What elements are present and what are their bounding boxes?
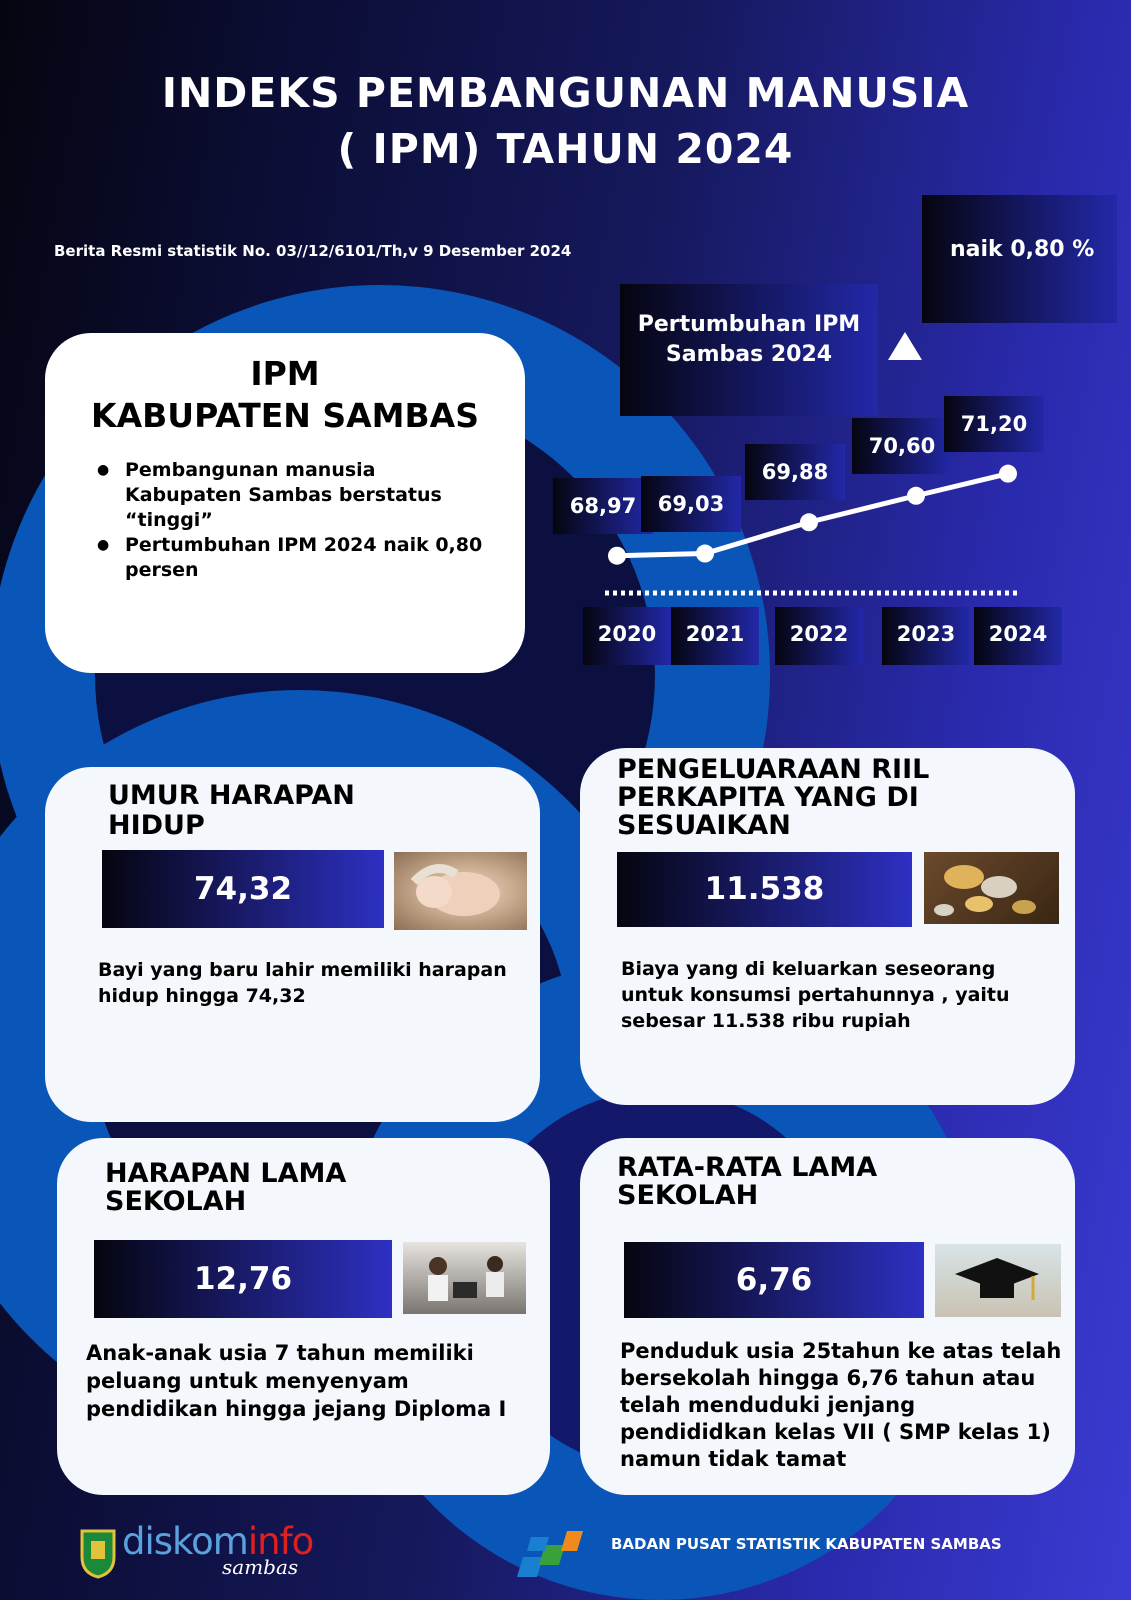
card-description: Bayi yang baru lahir memiliki harapan hidup hingga 74,32	[98, 959, 507, 1007]
ipm-bullet-2: ● Pertumbuhan IPM 2024 naik 0,80 persen	[97, 533, 495, 583]
diskominfo-logo-part-2: info	[247, 1520, 314, 1563]
growth-badge	[922, 195, 1117, 323]
ipm-card-title-line-1: IPM	[250, 354, 320, 393]
card-title-line-3: SESUAIKAN	[617, 810, 791, 841]
ipm-summary-card	[45, 333, 525, 673]
card-title	[617, 1154, 877, 1210]
ipm-bullet-list	[97, 458, 495, 583]
diskominfo-logo-sub: sambas	[222, 1555, 299, 1579]
stat-value: 12,76	[94, 1240, 392, 1318]
ipm-card-title	[45, 353, 525, 437]
ipm-bullet-1: ● Pembangunan manusia Kabupaten Sambas berstatus “tinggi”	[97, 458, 495, 533]
card-title	[617, 756, 929, 840]
chart-data-label: 69,88	[745, 444, 845, 500]
card-title-line-2: SEKOLAH	[617, 1180, 759, 1211]
card-title-line-2: HIDUP	[108, 810, 205, 841]
title-line-2: ( IPM) TAHUN 2024	[337, 125, 794, 173]
chart-x-tick-label: 2024	[974, 607, 1062, 665]
chart-x-tick-label: 2022	[775, 607, 863, 665]
up-triangle-icon	[888, 332, 922, 360]
card-description: Biaya yang di keluarkan seseorang untuk konsumsi pertahunnya , yaitu sebesar 11.538 ribu rupiah	[621, 958, 1010, 1032]
bps-footer-label: BADAN PUSAT STATISTIK KABUPATEN SAMBAS	[611, 1535, 1002, 1553]
chart-x-tick-label: 2020	[583, 607, 671, 665]
stat-value: 74,32	[102, 850, 384, 928]
page-title	[0, 65, 1131, 177]
card-title	[105, 1160, 346, 1216]
card-title-line-2: PERKAPITA YANG DI	[617, 782, 919, 813]
chart-title-line-2: Sambas 2024	[665, 342, 833, 367]
chart-point	[800, 513, 818, 531]
chart-point	[999, 465, 1017, 483]
card-description: Penduduk usia 25tahun ke atas telah bersekolah hingga 6,76 tahun atau telah menduduki jenjang pendididkan kelas VII ( SMP kelas 1) namun tidak tamat	[620, 1339, 1062, 1471]
title-line-1: INDEKS PEMBANGUNAN MANUSIA	[161, 69, 970, 117]
card-title-line-1: PENGELUARAAN RIIL	[617, 754, 930, 785]
stat-value: 11.538	[617, 852, 912, 927]
card-umur-harapan-hidup	[45, 767, 540, 1122]
growth-label: naik 0,80 %	[950, 237, 1095, 262]
card-title-line-1: RATA-RATA LAMA	[617, 1152, 878, 1183]
coins-photo	[924, 852, 1059, 924]
coins-illustration	[924, 852, 1059, 924]
chart-title-line-1: Pertumbuhan IPM	[637, 312, 861, 337]
chart-data-label: 71,20	[944, 396, 1044, 452]
chart-point	[907, 487, 925, 505]
graduation-photo	[935, 1244, 1061, 1317]
chart-data-label: 70,60	[852, 418, 952, 474]
students-photo	[403, 1242, 526, 1314]
baby-photo	[394, 852, 527, 930]
card-rata-rata-lama-sekolah	[580, 1138, 1075, 1495]
card-description: Anak-anak usia 7 tahun memiliki peluang untuk menyenyam pendidikan hingga jejang Diploma I	[86, 1341, 507, 1421]
card-title-line-2: SEKOLAH	[105, 1186, 247, 1217]
card-title-line-1: HARAPAN LAMA	[105, 1158, 347, 1189]
card-title-line-1: UMUR HARAPAN	[108, 780, 355, 811]
chart-x-tick-label: 2023	[882, 607, 970, 665]
chart-data-label: 69,03	[641, 476, 741, 532]
chart-title-box	[620, 284, 878, 416]
chart-x-tick-label: 2021	[671, 607, 759, 665]
stat-value: 6,76	[624, 1242, 924, 1318]
graduation-cap-illustration	[935, 1244, 1061, 1317]
baby-illustration	[394, 852, 527, 930]
chart-data-label: 68,97	[553, 478, 653, 534]
card-title	[108, 781, 355, 841]
diskominfo-logo-part-1: diskom	[122, 1520, 248, 1563]
release-reference: Berita Resmi statistik No. 03//12/6101/Th,v 9 Desember 2024	[54, 242, 572, 260]
card-harapan-lama-sekolah	[57, 1138, 550, 1495]
students-illustration	[403, 1242, 526, 1314]
kabupaten-emblem-icon	[78, 1527, 118, 1579]
bps-logo-icon	[515, 1527, 585, 1579]
ipm-card-title-line-2: KABUPATEN SAMBAS	[91, 396, 479, 435]
card-pengeluaran-perkapita	[580, 748, 1075, 1105]
